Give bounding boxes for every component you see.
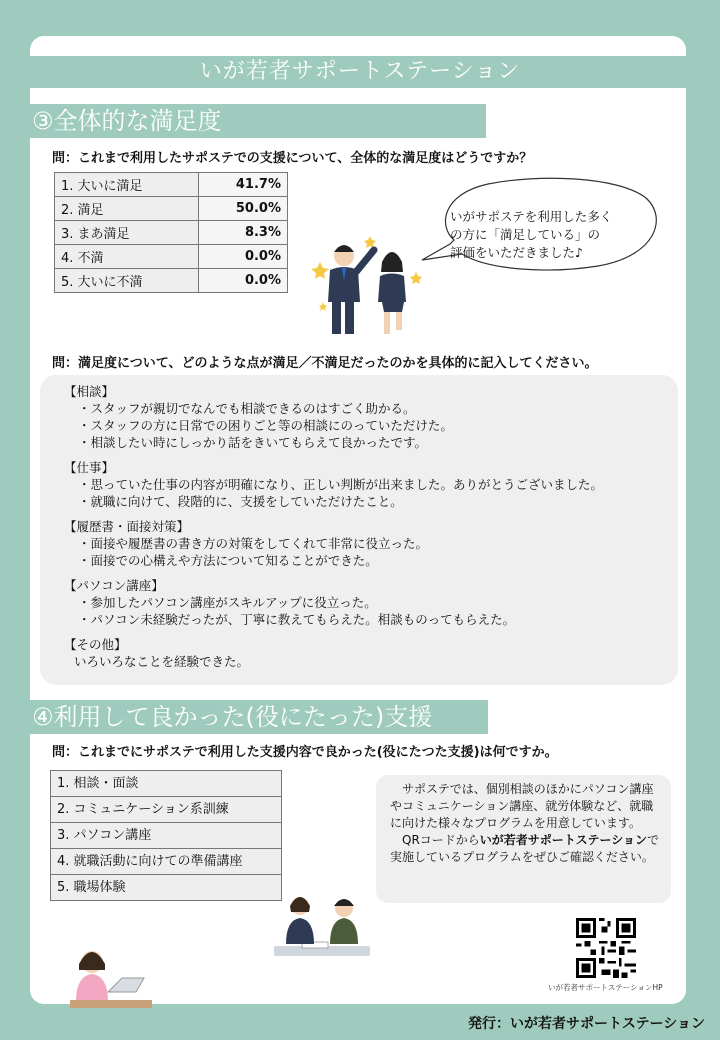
consultation-illustration [272,892,372,966]
category-title: 【相談】 [64,384,115,399]
section-4-heading: ④利用して良かった(役にたった)支援 [0,700,488,734]
comment-item: ・就職に向けて、段階的に、支援をしていただけたこと。 [78,494,403,509]
bubble-line: いがサポステを利用した多く [450,209,613,224]
comment-item: ・面接や履歴書の書き方の対策をしてくれて非常に役立った。 [78,536,429,551]
support-list [50,770,282,901]
table-row [55,173,288,197]
bubble-line: 評価をいただきました♪ [450,245,583,260]
info-text: で実施しているプログラムをぜひご確認ください。 [390,833,659,864]
section-4-question: 問：これまでにサポステで利用した支援内容で良かった(役にたつた支援)は何ですか。 [52,745,558,760]
list-item: 4. 就職活動に向けての準備講座 [50,848,282,874]
comment-item: ・スタッフが親切でなんでも相談できるのはすごく助かる。 [78,401,416,416]
row-value: 41.7% [199,173,288,197]
comment-category [64,518,603,569]
publisher-text: 発行：いが若者サポートステーション [468,1016,706,1032]
table-row [55,269,288,293]
comments-question: 問：満足度について、どのような点が満足／不満足だったのかを具体的に記入してください。 [52,356,598,371]
person-laptop-illustration [68,944,154,1014]
cheering-staff-illustration [312,232,432,340]
row-label: 5. 大いに不満 [55,269,199,293]
qr-code-icon [576,918,636,978]
comment-category [64,577,603,628]
category-title: 【その他】 [64,637,127,652]
section-3-question: 問：これまで利用したサポステでの支援について、全体的な満足度はどうですか？ [52,151,533,166]
info-text: QRコードから [390,833,480,847]
list-item: 3. パソコン講座 [50,822,282,848]
row-value: 0.0% [199,245,288,269]
row-value: 50.0% [199,197,288,221]
table-row [55,221,288,245]
info-paragraph [390,832,662,866]
comment-item: ・参加したパソコン講座がスキルアップに役立った。 [78,595,377,610]
list-item: 1. 相談・面談 [50,770,282,796]
category-title: 【パソコン講座】 [64,578,164,593]
category-title: 【履歴書・面接対策】 [64,519,190,534]
satisfaction-table [54,172,288,293]
info-paragraph: サポステでは、個別相談のほかにパソコン講座やコミュニケーション講座、就労体験など、就職に向けた様々なプログラムを用意しています。 [390,782,654,830]
list-item: 5. 職場体験 [50,874,282,901]
comment-category [64,459,603,510]
page-title: いが若者サポートステーション [0,56,720,88]
qr-caption: いが若者サポートステーションHP [548,983,663,992]
info-bold-text: いが若者サポートステーション [479,833,647,847]
row-value: 8.3% [199,221,288,245]
comment-item: ・スタッフの方に日常での困りごと等の相談にのっていただけた。 [78,418,453,433]
row-label: 3. まあ満足 [55,221,199,245]
category-title: 【仕事】 [64,460,115,475]
comment-category [64,636,603,670]
table-row [55,197,288,221]
row-value: 0.0% [199,269,288,293]
comment-item: ・相談したい時にしっかり話をきいてもらえて良かったです。 [78,435,428,450]
comment-item: いろいろなことを経験できた。 [74,654,250,669]
list-item: 2. コミュニケーション系訓練 [50,796,282,822]
speech-bubble-text [450,208,650,262]
comment-category [64,383,603,451]
row-label: 1. 大いに満足 [55,173,199,197]
section-3-heading: ③全体的な満足度 [0,104,486,138]
program-info-box [376,775,671,903]
comments-box [40,375,678,685]
bubble-line: の方に「満足している」の [450,227,601,242]
comment-item: ・思っていた仕事の内容が明確になり、正しい判断が出来ました。ありがとうございました。 [78,477,604,492]
row-label: 2. 満足 [55,197,199,221]
comment-item: ・面接での心構えや方法について知ることができた。 [78,553,378,568]
table-row [55,245,288,269]
comment-item: ・パソコン未経験だったが、丁寧に教えてもらえた。相談ものってもらえた。 [78,612,516,627]
row-label: 4. 不満 [55,245,199,269]
